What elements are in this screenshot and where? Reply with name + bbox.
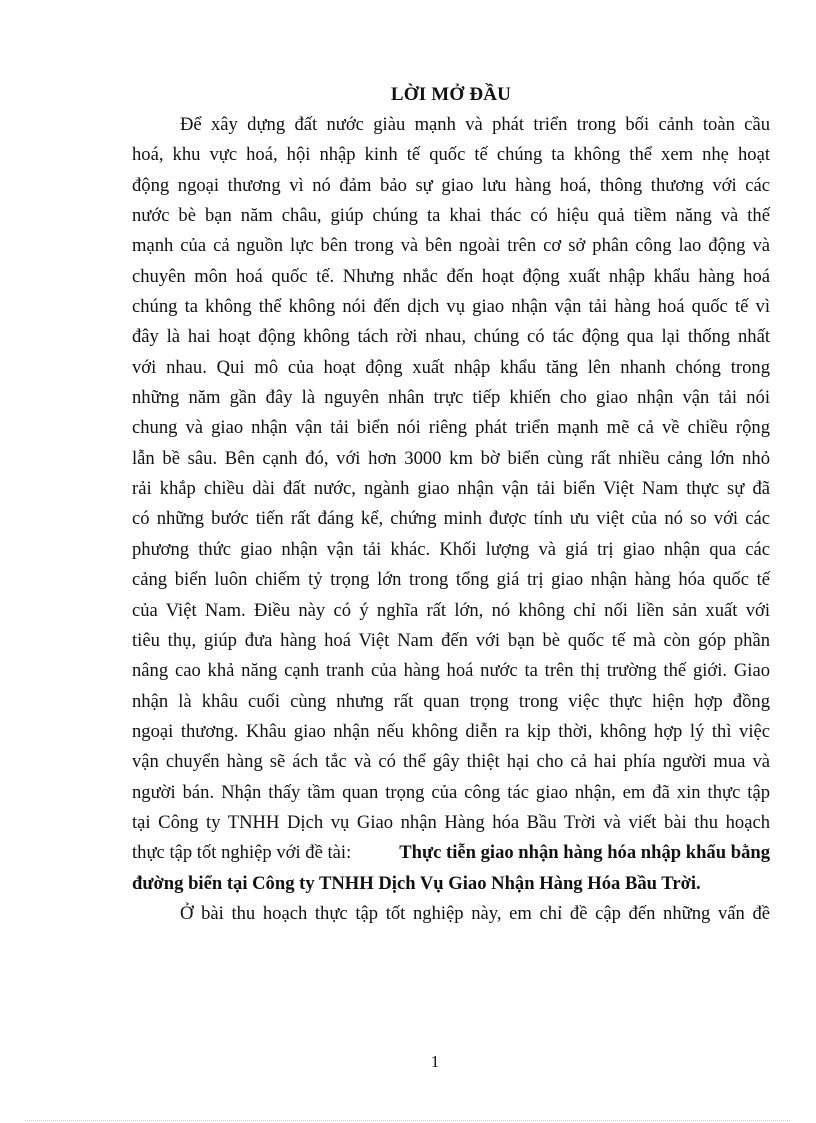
paragraph-line: lẫn bề sâu. Bên cạnh đó, với hơn 3000 km bờ biển cùng rất nhiều cảng lớn nhỏ [132,447,770,469]
paragraph-line: vận chuyển hàng sẽ ách tắc và có thể gây thiệt hại cho cả hai phía người mua và [132,751,770,773]
paragraph-line: động ngoại thương vì nó đảm bảo sự giao lưu hàng hoá, thông thương với các [132,174,770,196]
paragraph-line: mạnh của cả nguồn lực bên trong và bên ngoài trên cơ sở phân công lao động và [132,235,770,257]
thesis-topic-title-part2: đường biển tại Công ty TNHH Dịch Vụ Giao Nhận Hàng Hóa Bầu Trời. [132,872,701,894]
paragraph-line: Để xây dựng đất nước giàu mạnh và phát triển trong bối cảnh toàn cầu [180,114,770,135]
page-boundary-dotted-line [25,1120,790,1121]
paragraph-line: chung và giao nhận vận tải biển nói riêng phát triển mạnh mẽ cả về chiều rộng [132,417,770,439]
thesis-topic-title-part1: Thực tiễn giao nhận hàng hóa nhập khẩu bằng [399,842,770,864]
page-number: 1 [430,1052,440,1071]
thesis-topic-line [132,838,770,868]
paragraph-line: đây là hai hoạt động không tách rời nhau, chúng có tác động qua lại thống nhất [132,326,770,348]
paragraph-line: tại Công ty TNHH Dịch vụ Giao nhận Hàng hóa Bầu Trời và viết bài thu hoạch [132,811,770,833]
paragraph-line: nước bè bạn năm châu, giúp chúng ta khai thác có hiệu quả tiềm năng và thế [132,205,770,227]
paragraph-line: của Việt Nam. Điều này có ý nghĩa rất lớn, nó không chỉ nối liền sản xuất với [132,599,770,621]
paragraph-line: phương thức giao nhận vận tải khác. Khối lượng và giá trị giao nhận qua các [132,538,770,560]
paragraph-line: hoá, khu vực hoá, hội nhập kinh tế quốc tế chúng ta không thể xem nhẹ hoạt [132,144,770,166]
paragraph-line: những năm gần đây là nguyên nhân trực tiếp khiến cho giao nhận vận tải nói [132,387,770,409]
thesis-topic-intro: thực tập tốt nghiệp với đề tài: [132,842,352,864]
paragraph-line: chuyên môn hoá quốc tế. Nhưng nhắc đến hoạt động xuất nhập khẩu hàng hoá [132,265,770,287]
paragraph-line: người bán. Nhận thấy tầm quan trọng của công tác giao nhận, em đã xin thực tập [132,781,770,803]
paragraph-line: Ở bài thu hoạch thực tập tốt nghiệp này, em chỉ đề cập đến những vấn đề [180,902,770,924]
paragraph-line: với nhau. Qui mô của hoạt động xuất nhập khẩu tăng lên nhanh chóng trong [132,356,770,378]
paragraph-line: nâng cao khả năng cạnh tranh của hàng hoá nước ta trên thị trường thế giới. Giao [132,660,770,682]
page-title: LỜI MỞ ĐẦU [390,84,512,105]
paragraph-line: ngoại thương. Khâu giao nhận nếu không diễn ra kịp thời, không hợp lý thì việc [132,720,770,742]
paragraph-line: chúng ta không thể không nói đến dịch vụ giao nhận vận tải hàng hoá quốc tế vì [132,296,770,318]
paragraph-line: có những bước tiến rất đáng kể, chứng minh được tính ưu việt của nó so với các [132,508,770,530]
paragraph-line: rải khắp chiều dài đất nước, ngành giao nhận vận tải biển Việt Nam thực sự đã [132,478,770,500]
paragraph-line: tiêu thụ, giúp đưa hàng hoá Việt Nam đến với bạn bè quốc tế mà còn góp phần [132,629,770,651]
paragraph-line: cảng biển luôn chiếm tỷ trọng lớn trong tổng giá trị giao nhận hàng hóa quốc tế [132,569,770,591]
paragraph-line: nhận là khâu cuối cùng nhưng rất quan trọng trong việc thực hiện hợp đồng [132,690,770,712]
document-body [132,110,770,929]
